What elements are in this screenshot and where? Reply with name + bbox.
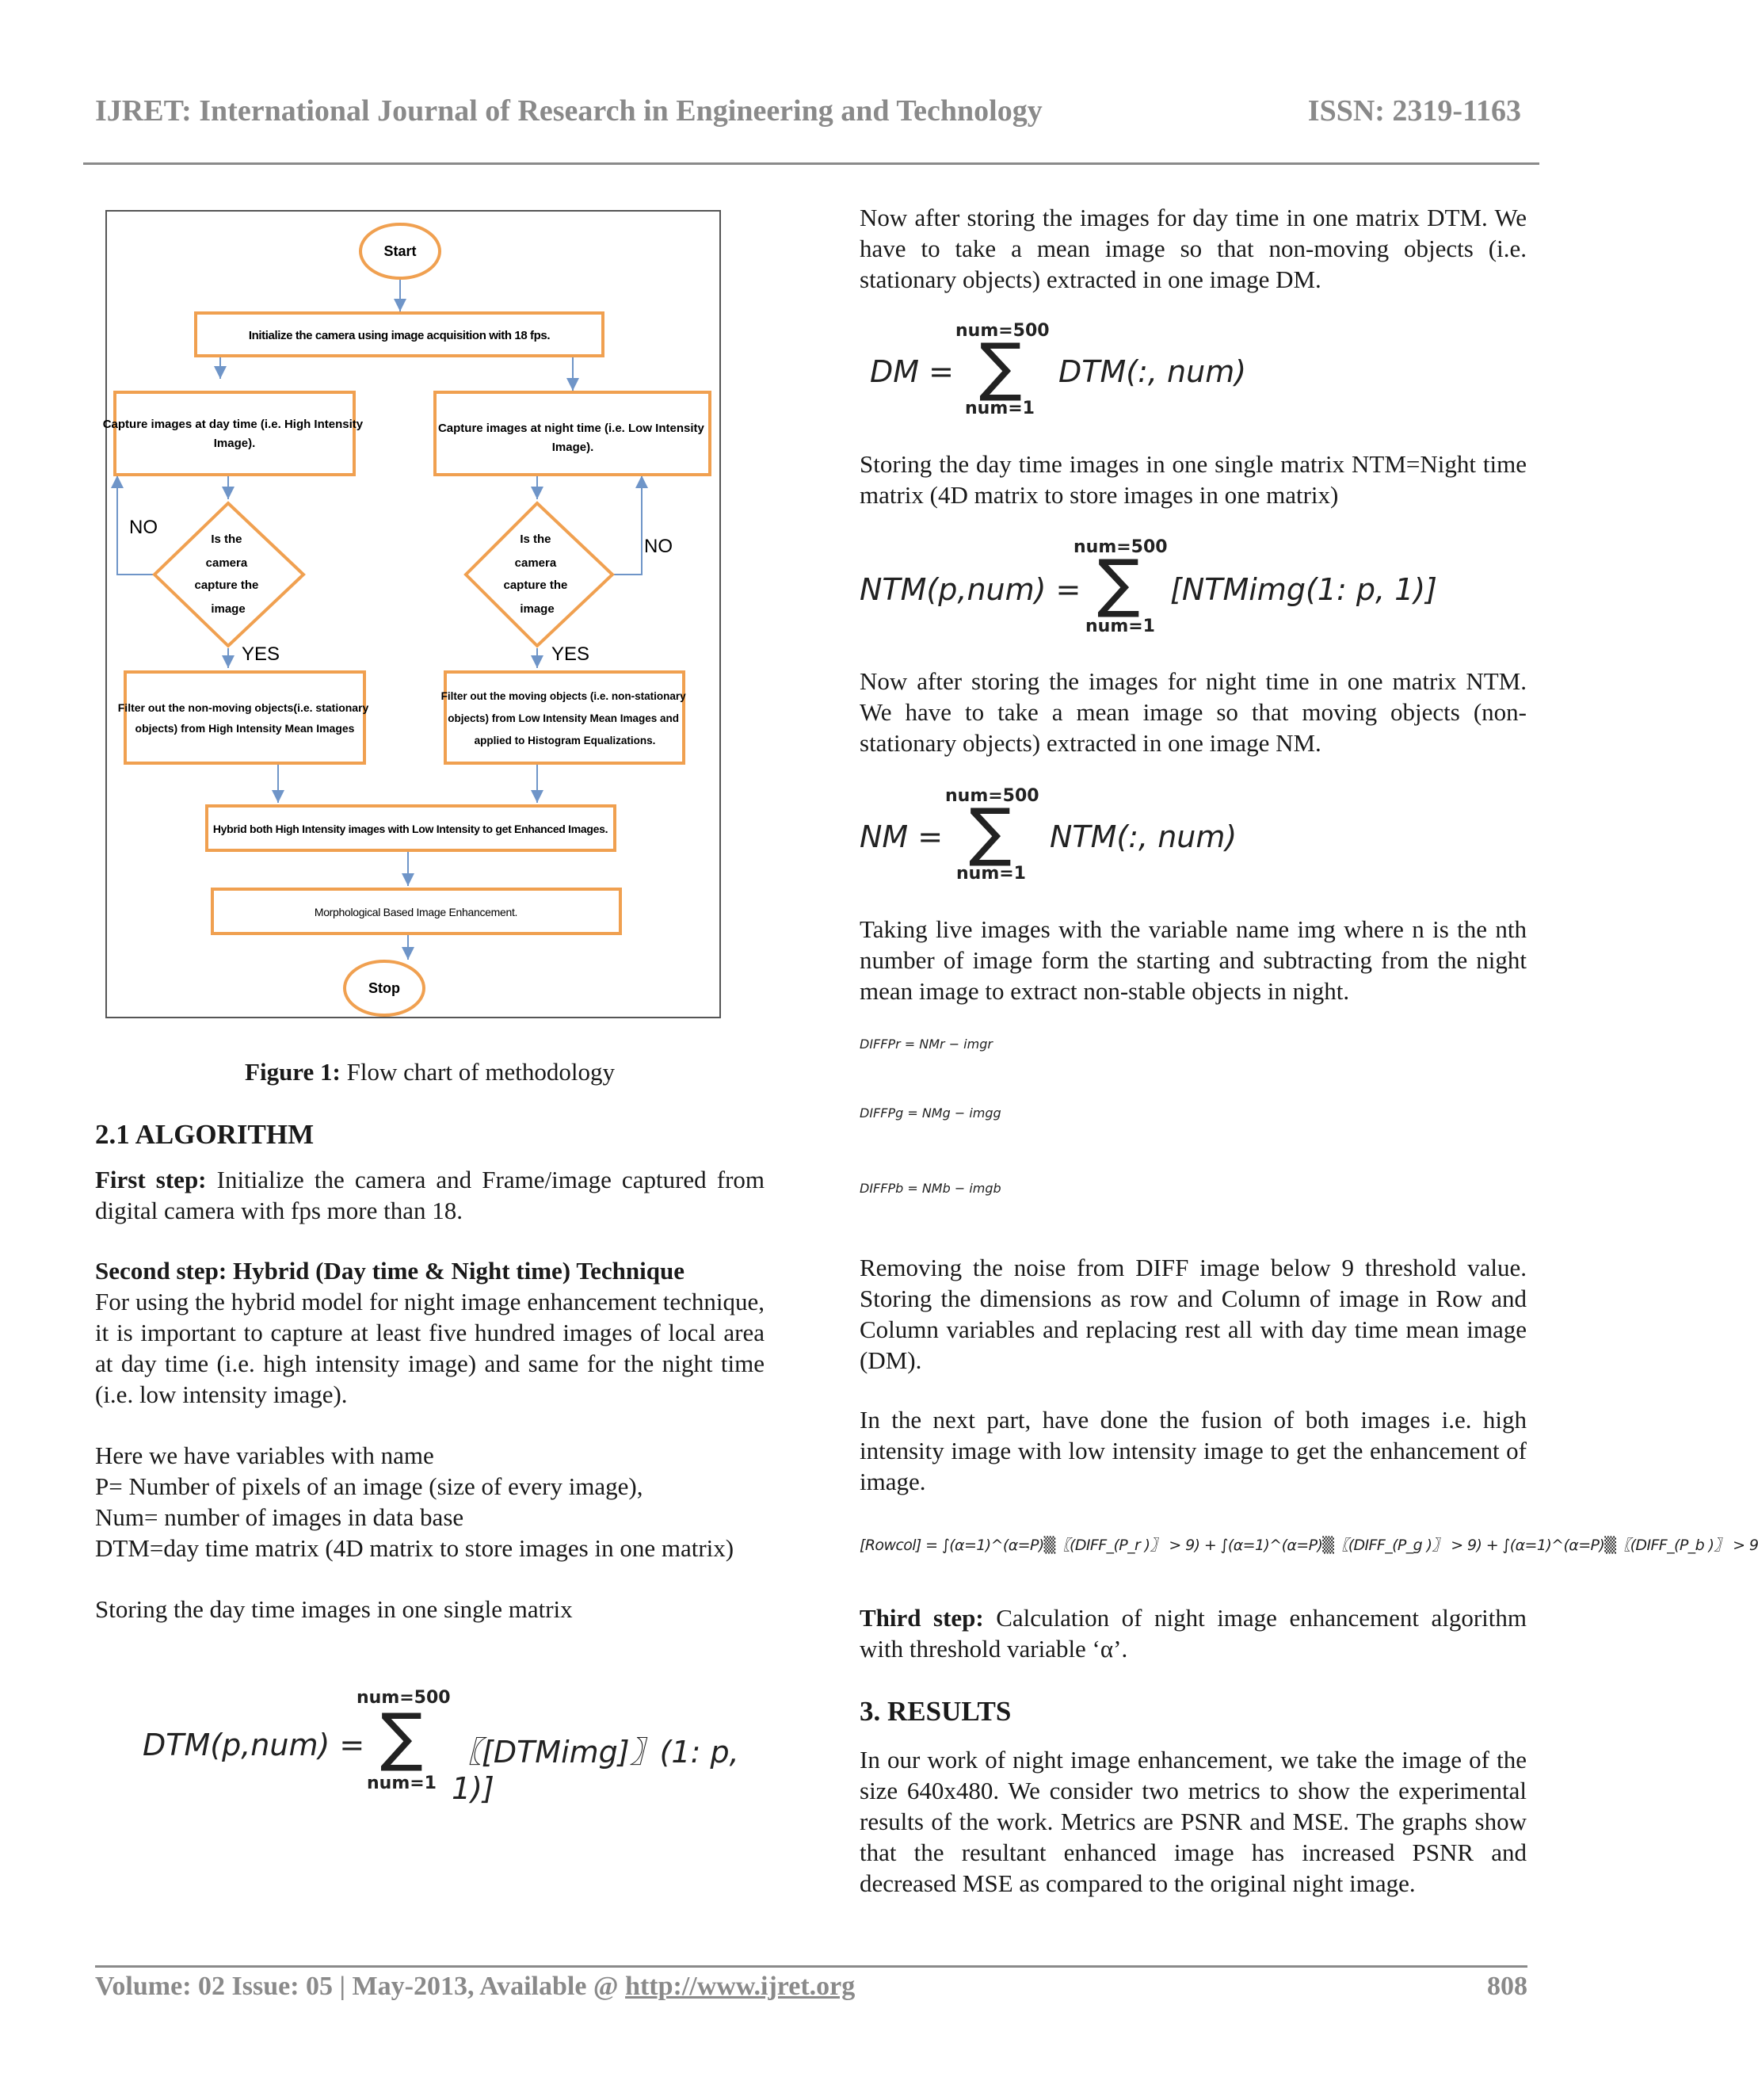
no-label-right: NO <box>644 536 673 557</box>
filter-right-line: objects) from Low Intensity Mean Images and <box>448 712 680 724</box>
sum-lower: num=1 <box>1085 617 1155 636</box>
step3-label: Third step: <box>860 1604 984 1632</box>
decision-line: camera <box>514 556 557 570</box>
capture-night-line: Image). <box>551 441 594 454</box>
step1-paragraph <box>95 1164 765 1226</box>
capture-day-box <box>115 392 354 475</box>
step3-text: Calculation of night image enhancement algorithm with threshold variable ‘α’. <box>860 1604 1527 1663</box>
methodology-flowchart <box>102 210 721 1018</box>
equation-dm <box>870 321 1314 428</box>
issn: ISSN: 2319-1163 <box>1307 94 1521 128</box>
step1-label: First step: <box>95 1166 207 1193</box>
sigma-symbol: ∑ <box>380 1700 423 1774</box>
filter-right-label <box>441 690 689 746</box>
step2-text: For using the hybrid model for night image enhancement technique, it is important to capture at least five hundred images of local area at day time (i.e. high intensity image) and same for the night time (i.e. low intensity image). <box>95 1288 765 1408</box>
start-label: Start <box>383 243 417 259</box>
ntm-lhs: NTM(p,num) = <box>860 572 1081 607</box>
morph-label: Morphological Based Image Enhancement. <box>314 906 518 918</box>
sigma-symbol: ∑ <box>1097 546 1140 620</box>
right-para-6: In the next part, have done the fusion of both images i.e. high intensity image with low intensity image to get the enhancement of image. <box>860 1406 1527 1495</box>
right-para-5: Removing the noise from DIFF image below 9 threshold value. Storing the dimensions as row and Column of image in Row and Column variables and replacing rest all with day time mean image (DM). <box>860 1254 1527 1374</box>
decision-line: image <box>211 602 246 616</box>
journal-link[interactable]: http://www.ijret.org <box>625 1972 856 2001</box>
dtm-lhs: DTM(p,num) = <box>143 1728 365 1762</box>
equation-rowcol: [Rowcol] = ∫(α=1)^(α=P)▒〖(DIFF_(P_r )〗 > 9) + ∫(α=1)^(α=P)▒〖(DIFF_(P_g )〗 > 9) + ∫(α=1)^(α=P)▒〖(DIFF_(P_b )〗 > 9 <box>860 1537 1758 1554</box>
left-column <box>95 1119 765 1625</box>
decision-line: image <box>520 602 555 616</box>
dtm-rhs: 〖[DTMimg]〗(1: p, 1)] <box>452 1735 739 1806</box>
filter-left-line: objects) from High Intensity Mean Images <box>135 722 355 735</box>
capture-day-line: Image). <box>213 437 256 450</box>
vars-intro: Here we have variables with name <box>95 1441 434 1469</box>
step1-text: Initialize the camera and Frame/image captured from digital camera with fps more than 18. <box>95 1166 765 1224</box>
equation-diff-g: DIFFPg = NMg − imgg <box>860 1105 1001 1121</box>
sigma-symbol: ∑ <box>969 795 1012 869</box>
equation-dtm <box>143 1688 745 1806</box>
header-rule <box>83 162 1539 165</box>
filter-right-line: applied to Histogram Equalizations. <box>474 735 656 746</box>
results-heading: 3. RESULTS <box>860 1696 1012 1727</box>
filter-right-line: Filter out the moving objects (i.e. non-stationary <box>440 690 686 702</box>
equation-diff-r: DIFFPr = NMr − imgr <box>860 1037 993 1052</box>
decision-line: capture the <box>194 578 259 592</box>
sum-lower: num=1 <box>367 1774 437 1793</box>
right-para-1: Now after storing the images for day time in one matrix DTM. We have to take a mean image so that non-moving objects (i.e. stationary objects) extracted in one image DM. <box>860 204 1527 293</box>
equation-diff-b: DIFFPb = NMb − imgb <box>860 1181 1001 1196</box>
figure-caption <box>95 1056 765 1087</box>
capture-day-line: Capture images at day time (i.e. High Intensity <box>102 418 364 431</box>
decision-line: camera <box>205 556 248 570</box>
init-label: Initialize the camera using image acquisition with 18 fps. <box>248 329 551 342</box>
var-p: P= Number of pixels of an image (size of every image), <box>95 1472 643 1500</box>
figure-caption-text: Flow chart of methodology <box>340 1058 615 1086</box>
nm-lhs: NM = <box>860 819 944 854</box>
figure-caption-label: Figure 1: <box>245 1058 341 1086</box>
results-text: In our work of night image enhancement, we take the image of the size 640x480. We consider two metrics to show the experimental results of the work. Metrics are PSNR and MSE. The graphs show that the resultant enhanced image has increased PSNR and decreased MSE as compared to the original night image. <box>860 1746 1527 1897</box>
capture-night-line: Capture images at night time (i.e. Low Intensity <box>437 422 704 435</box>
sum-upper: num=500 <box>357 1688 451 1708</box>
var-dtm: DTM=day time matrix (4D matrix to store images in one matrix) <box>95 1534 734 1562</box>
no-label-left: NO <box>129 517 158 538</box>
dm-rhs: DTM(:, num) <box>1058 354 1247 389</box>
right-para-3: Now after storing the images for night time in one matrix NTM. We have to take a mean image so that moving objects (non-stationary objects) extracted in one image NM. <box>860 667 1527 757</box>
sum-lower: num=1 <box>965 399 1035 418</box>
equation-nm <box>860 786 1303 893</box>
sum-upper: num=500 <box>945 786 1039 806</box>
filter-left-line: Filter out the non-moving objects(i.e. stationary <box>117 701 369 714</box>
hybrid-label: Hybrid both High Intensity images with Low Intensity to get Enhanced Images. <box>212 823 608 835</box>
var-num: Num= number of images in data base <box>95 1503 464 1531</box>
step2-heading: Second step: Hybrid (Day time & Night time) Technique <box>95 1257 685 1285</box>
sigma-symbol: ∑ <box>979 330 1022 403</box>
decision-line: Is the <box>211 533 242 546</box>
yes-label-left: YES <box>242 643 280 665</box>
right-para-4: Taking live images with the variable name img where n is the nth number of image form the starting and subtracting from the night mean image to extract non-stable objects in night. <box>860 915 1527 1005</box>
filter-left-box <box>125 672 364 763</box>
right-para-2: Storing the day time images in one single matrix NTM=Night time matrix (4D matrix to store images in one matrix) <box>860 450 1527 509</box>
equation-ntm <box>860 537 1462 644</box>
sum-lower: num=1 <box>956 864 1026 884</box>
footer-volume <box>95 1972 855 2002</box>
page-number: 808 <box>1487 1972 1527 2001</box>
nm-rhs: NTM(:, num) <box>1050 819 1237 854</box>
algorithm-heading: 2.1 ALGORITHM <box>95 1119 315 1150</box>
yes-label-right: YES <box>551 643 590 665</box>
sum-upper: num=500 <box>1073 537 1168 557</box>
ntm-rhs: [NTMimg(1: p, 1)] <box>1170 572 1437 607</box>
decision-line: capture the <box>503 578 568 592</box>
footer-rule <box>95 1965 1527 1968</box>
storing-text: Storing the day time images in one single matrix <box>95 1595 573 1623</box>
journal-title: IJRET: International Journal of Research in Engineering and Technology <box>95 94 1043 128</box>
sum-upper: num=500 <box>955 321 1050 341</box>
footer-volume-text: Volume: 02 Issue: 05 | May-2013, Available @ <box>95 1972 626 2001</box>
dm-lhs: DM = <box>870 354 954 389</box>
step3-paragraph <box>860 1602 1527 1664</box>
stop-label: Stop <box>368 980 400 996</box>
decision-line: Is the <box>520 533 551 546</box>
